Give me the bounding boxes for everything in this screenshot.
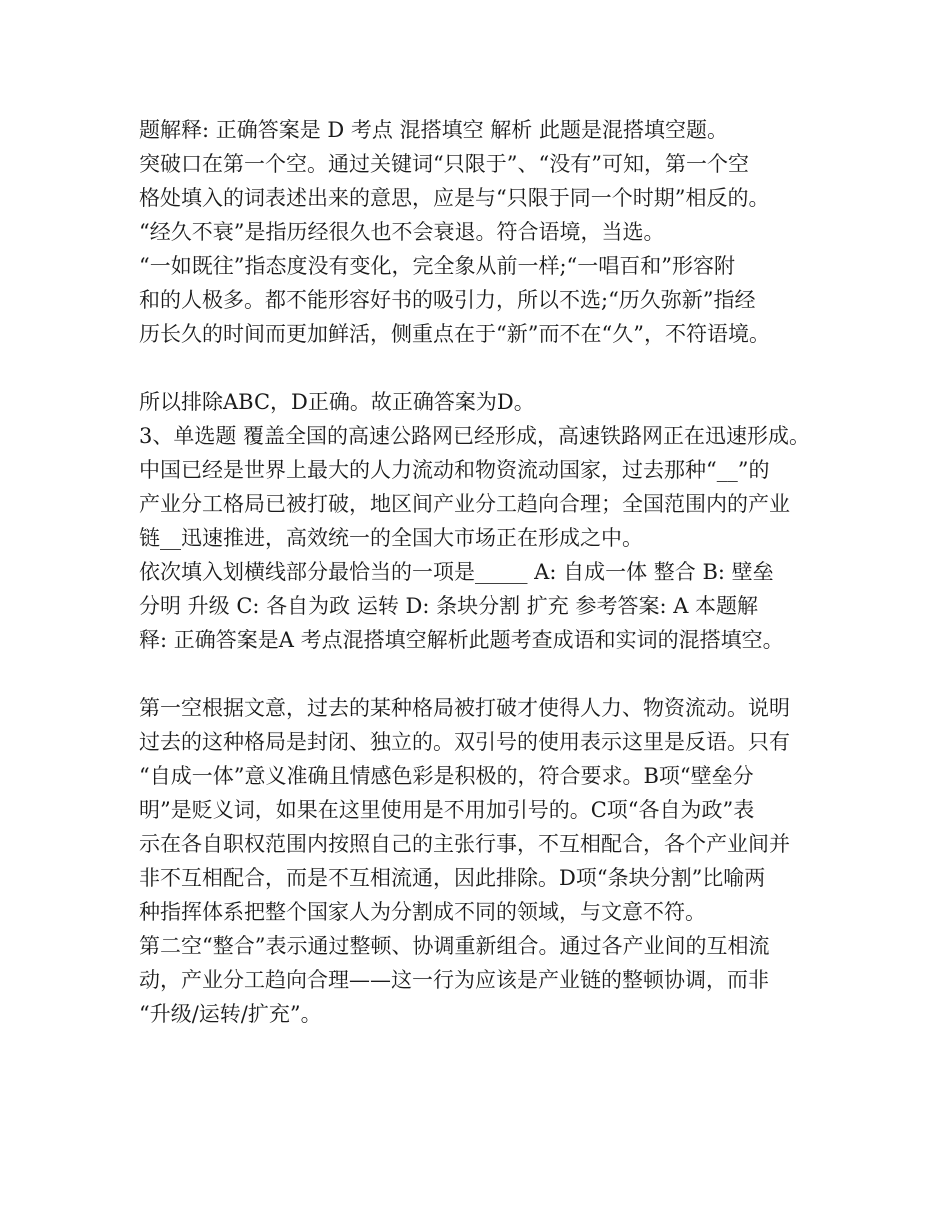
answer-line: 释: 正确答案是A 考点混搭填空解析此题考查成语和实词的混搭填空。 [139,628,784,652]
text-line: 中国已经是世界上最大的人力流动和物资流动国家，过去那种“__”的 [139,458,770,482]
text-line: 非不互相配合，而是不互相流通，因此排除。D项“条块分割”比喻两 [139,866,766,890]
question-heading: 3、单选题 覆盖全国的高速公路网已经形成，高速铁路网正在迅速形成。 [139,424,811,448]
text-line: “自成一体”意义准确且情感色彩是积极的，符合要求。B项“壁垒分 [139,764,754,788]
text-line: 动，产业分工趋向合理——这一行为应该是产业链的整顿协调，而非 [139,968,769,992]
text-line: 明”是贬义词，如果在这里使用是不用加引号的。C项“各自为政”表 [139,798,755,822]
text-line: 突破口在第一个空。通过关键词“只限于”、“没有”可知，第一个空 [139,152,749,176]
text-line: 题解释: 正确答案是 D 考点 混搭填空 解析 此题是混搭填空题。 [139,118,728,142]
options-line: 分明 升级 C: 各自为政 运转 D: 条块分割 扩充 参考答案: A 本题解 [139,594,759,618]
text-line: 格处填入的词表述出来的意思，应是与“只限于同一个时期”相反的。 [139,186,770,210]
text-line: 和的人极多。都不能形容好书的吸引力，所以不选;“历久弥新”指经 [139,288,756,312]
text-line: “经久不衰”是指历经很久也不会衰退。符合语境，当选。 [139,220,665,244]
text-line: 第一空根据文意，过去的某种格局被打破才使得人力、物资流动。说明 [139,696,790,720]
text-line: 过去的这种格局是封闭、独立的。双引号的使用表示这里是反语。只有 [139,730,790,754]
text-line: 第二空“整合”表示通过整顿、协调重新组合。通过各产业间的互相流 [139,934,770,958]
text-line: 所以排除ABC，D正确。故正确答案为D。 [139,390,535,414]
text-line: 历长久的时间而更加鲜活，侧重点在于“新”而不在“久”，不符语境。 [139,322,770,346]
options-line: 依次填入划横线部分最恰当的一项是_____ A: 自成一体 整合 B: 壁垒 [139,560,774,584]
text-line: 链__迅速推进，高效统一的全国大市场正在形成之中。 [139,526,643,550]
text-line: 种指挥体系把整个国家人为分割成不同的领域，与文意不符。 [139,900,706,924]
text-line: “升级/运转/扩充”。 [139,1002,322,1026]
text-line: “一如既往”指态度没有变化，完全象从前一样;“一唱百和”形容附 [139,254,736,278]
text-line: 示在各自职权范围内按照自己的主张行事，不互相配合，各个产业间并 [139,832,790,856]
text-line: 产业分工格局已被打破，地区间产业分工趋向合理；全国范围内的产业 [139,492,790,516]
